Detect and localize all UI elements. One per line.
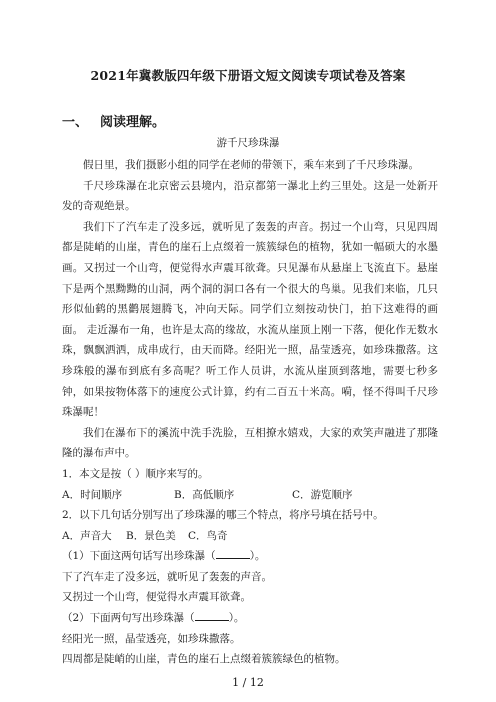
passage-paragraph: 我们下了汽车走了没多远，就听见了轰轰的声音。拐过一个山弯，只见四周都是陡峭的山崖，青色的崖石上点缀着一簇簇绿色的植物，犹如一幅硕大的水墨画。又拐过一个山弯，便觉得水声震耳欲聋。只见瀑布从悬崖上飞流直下。悬崖下是两个黑黝黝的山洞，两个洞的洞口各有一个很大的鸟巢。见我们来临，几只形似仙鹤的黑鹳展翅腾飞，冲向天际。同学们立刻按动快门，拍下这难得的画面。 走近瀑布一角，也许是太高的缘故，水流从崖顶上刚一下落，便化作无数水珠，飘飘洒洒，成串成行，由天而降。经阳光一照，晶莹透亮，如珍珠撒落。这珍珠般的瀑布到底有多高呢？听工作人员讲，水流从崖顶到落地，需要七秒多钟，如果按物体落下的速度公式计算，约有二百五十米高。嗬，怪不得叫千尺珍珠瀑呢！ bbox=[62, 220, 438, 419]
question-1-options bbox=[62, 485, 438, 506]
question-2-option-c: C．鸟奇 bbox=[188, 529, 228, 542]
section-heading bbox=[62, 111, 165, 130]
question-2-sub-1-line: 下了汽车走了没多远，就听见了轰轰的声音。 bbox=[62, 570, 272, 583]
document-title: 2021年冀教版四年级下册语文短文阅读专项试卷及答案 bbox=[90, 68, 406, 83]
question-2-sub-2-line: 经阳光一照，晶莹透亮，如珍珠撒落。 bbox=[62, 632, 241, 645]
question-1-option-c: C．游览顺序 bbox=[292, 488, 353, 501]
question-1-option-a: A．时间顺序 bbox=[62, 488, 123, 501]
question-1-option-b: B．高低顺序 bbox=[174, 488, 235, 501]
question-2-option-a: A．声音大 bbox=[62, 529, 112, 542]
question-2-sub-1-line: 又拐过一个山弯，便觉得水声震耳欲聋。 bbox=[62, 591, 251, 604]
question-2-sub-2-prompt: （2）下面两句写出珍珠瀑（ ）。 bbox=[62, 608, 438, 629]
passage-title: 游千尺珍珠瀑 bbox=[216, 137, 280, 149]
question-2-option-b: B．景色美 bbox=[126, 529, 176, 542]
section-label: 阅读理解。 bbox=[100, 115, 166, 130]
passage-paragraph: 我们在瀑布下的溪流中洗手洗脸，互相撩水嬉戏，大家的欢笑声融进了那隆隆的瀑布声中。 bbox=[62, 426, 438, 460]
question-2-sub-2-line: 四周都是陡峭的山崖，青色的崖石上点缀着簇簇绿色的植物。 bbox=[62, 653, 346, 666]
passage-paragraph: 千尺珍珠瀑在北京密云县境内，沿京都第一瀑北上约三里处。这是一处新开发的奇观绝景。 bbox=[62, 179, 438, 213]
question-2-options bbox=[62, 526, 438, 547]
passage-body bbox=[62, 155, 438, 670]
question-2-sub-1-prompt: （1）下面这两句话写出珍珠瀑（ ）。 bbox=[62, 546, 438, 567]
answer-blank[interactable] bbox=[195, 608, 229, 621]
answer-blank[interactable] bbox=[216, 546, 250, 559]
question-2-stem: 2．以下几句话分别写出了珍珠瀑的哪三个特点，将序号填在括号中。 bbox=[62, 509, 384, 522]
question-1-stem: 1．本文是按（ ）顺序来写的。 bbox=[62, 467, 209, 480]
passage-paragraph: 假日里，我们摄影小组的同学在老师的带领下，乘车来到了千尺珍珠瀑。 bbox=[83, 159, 419, 171]
section-number: 一、 bbox=[62, 115, 89, 130]
page-indicator: 1 / 12 bbox=[232, 676, 264, 689]
